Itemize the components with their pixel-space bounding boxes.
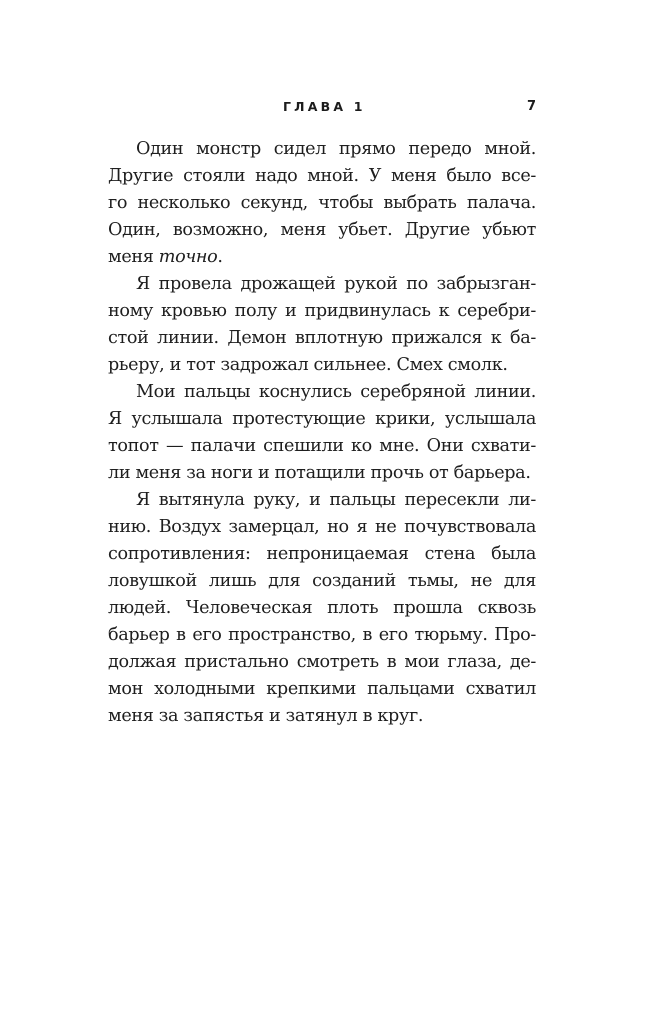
text-line: Другие стояли надо мной. У меня было все- (108, 166, 536, 186)
text-line: нию. Воздух замерцал, но я не почувствовала (108, 517, 536, 537)
text-line: меня за запястья и затянул в круг. (108, 706, 424, 726)
page-number: 7 (526, 99, 536, 114)
text-line: Я услышала протестующие крики, услышала (108, 409, 536, 429)
text-fragment: . (217, 247, 223, 267)
text-line: стой линии. Демон вплотную прижался к ба- (108, 328, 536, 348)
text-line: сопротивления: непроницаемая стена была (108, 544, 536, 564)
text-line: го несколько секунд, чтобы выбрать палача. (108, 193, 536, 213)
text-line: барьер в его пространство, в его тюрьму. Про- (108, 625, 536, 645)
text-line: Мои пальцы коснулись серебряной линии. (136, 382, 536, 402)
text-line: Один, возможно, меня убьет. Другие убьют (108, 220, 536, 240)
text-line: топот — палачи спешили ко мне. Они схвати- (108, 436, 536, 456)
text-line: рьеру, и тот задрожал сильнее. Смех смолк. (108, 355, 508, 375)
emphasis-text: точно (158, 247, 218, 267)
text-line: Я вытянула руку, и пальцы пересекли ли- (136, 490, 536, 510)
text-line: ному кровью полу и придвинулась к серебри- (108, 301, 536, 321)
text-line: должая пристально смотреть в мои глаза, де- (108, 652, 536, 672)
text-line: Один монстр сидел прямо передо мной. (136, 139, 536, 159)
text-line: людей. Человеческая плоть прошла сквозь (108, 598, 536, 618)
running-head (108, 99, 536, 119)
text-fragment: меня (108, 247, 159, 267)
text-line: ловушкой лишь для созданий тьмы, не для (108, 571, 536, 591)
body-text (108, 136, 536, 730)
text-line: ли меня за ноги и потащили прочь от барьера. (108, 463, 531, 483)
text-line: мон холодными крепкими пальцами схватил (108, 679, 536, 699)
chapter-title: ГЛАВА 1 (283, 99, 366, 114)
text-line (108, 244, 536, 271)
text-line: Я провела дрожащей рукой по забрызган- (136, 274, 536, 294)
